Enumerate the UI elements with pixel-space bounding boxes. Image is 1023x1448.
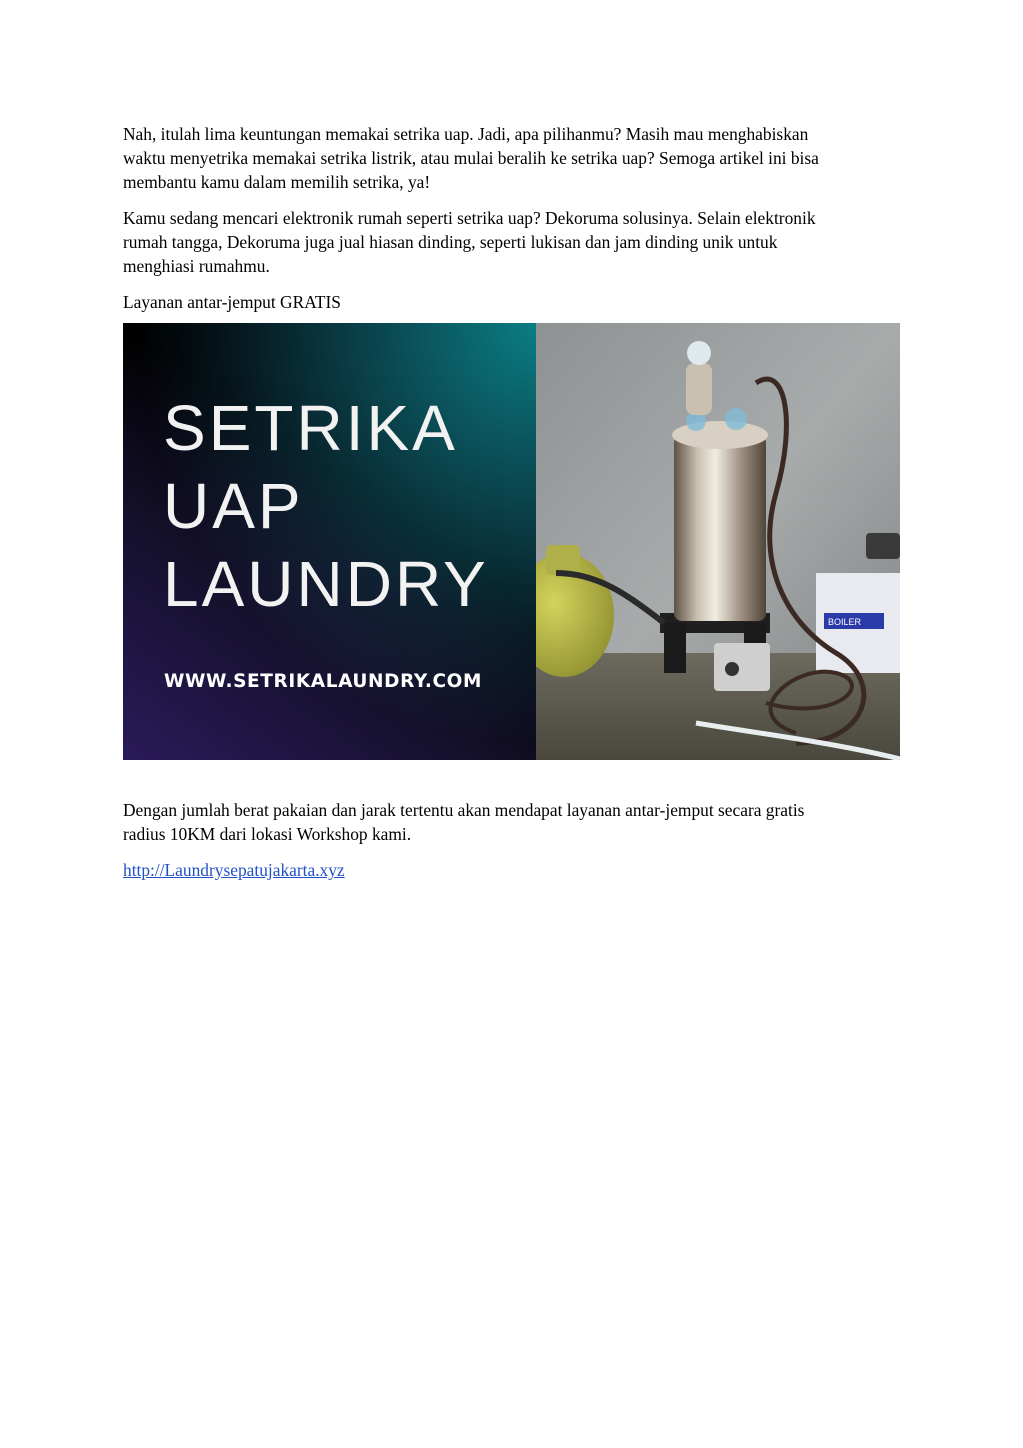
control-box	[714, 643, 770, 691]
iron-box-text: BOILER	[828, 617, 862, 627]
control-knob	[725, 662, 739, 676]
iron-handle	[866, 533, 900, 559]
paragraph-intro: Nah, itulah lima keuntungan memakai setrika uap. Jadi, apa pilihanmu? Masih mau menghabiskan waktu menyetrika memakai setrika listrik, atau mulai beralih ke setrika uap? Semoga artikel ini bisa membantu kamu dalam memilih setrika, ya!	[123, 124, 819, 192]
steam-iron-photo	[536, 323, 900, 760]
paragraph-pickup-service: Dengan jumlah berat pakaian dan jarak tertentu akan mendapat layanan antar-jemput secara gratis radius 10KM dari lokasi Workshop kami.	[123, 800, 805, 844]
water-gauge	[725, 408, 747, 430]
setrika-uap-banner-image	[123, 323, 900, 760]
paragraph-service-heading: Layanan antar-jemput GRATIS	[123, 292, 341, 312]
banner-title: SETRIKA UAP LAUNDRY	[163, 392, 489, 620]
boiler-lid	[672, 421, 768, 449]
document-page	[123, 122, 900, 882]
reservoir-glass	[687, 341, 711, 365]
steam-boiler-illustration	[536, 323, 900, 760]
banner-url: WWW.SETRIKALAUNDRY.COM	[164, 671, 483, 692]
banner-text-panel	[123, 323, 536, 760]
website-link[interactable]: http://Laundrysepatujakarta.xyz	[123, 860, 345, 880]
boiler-tank	[674, 435, 766, 621]
paragraph-dekoruma: Kamu sedang mencari elektronik rumah seperti setrika uap? Dekoruma solusinya. Selain elektronik rumah tangga, Dekoruma juga jual hiasan dinding, seperti lukisan dan jam dinding unik untuk menghiasi rumahmu.	[123, 208, 816, 276]
boiler-leg-left	[664, 623, 686, 673]
water-reservoir	[686, 363, 712, 415]
